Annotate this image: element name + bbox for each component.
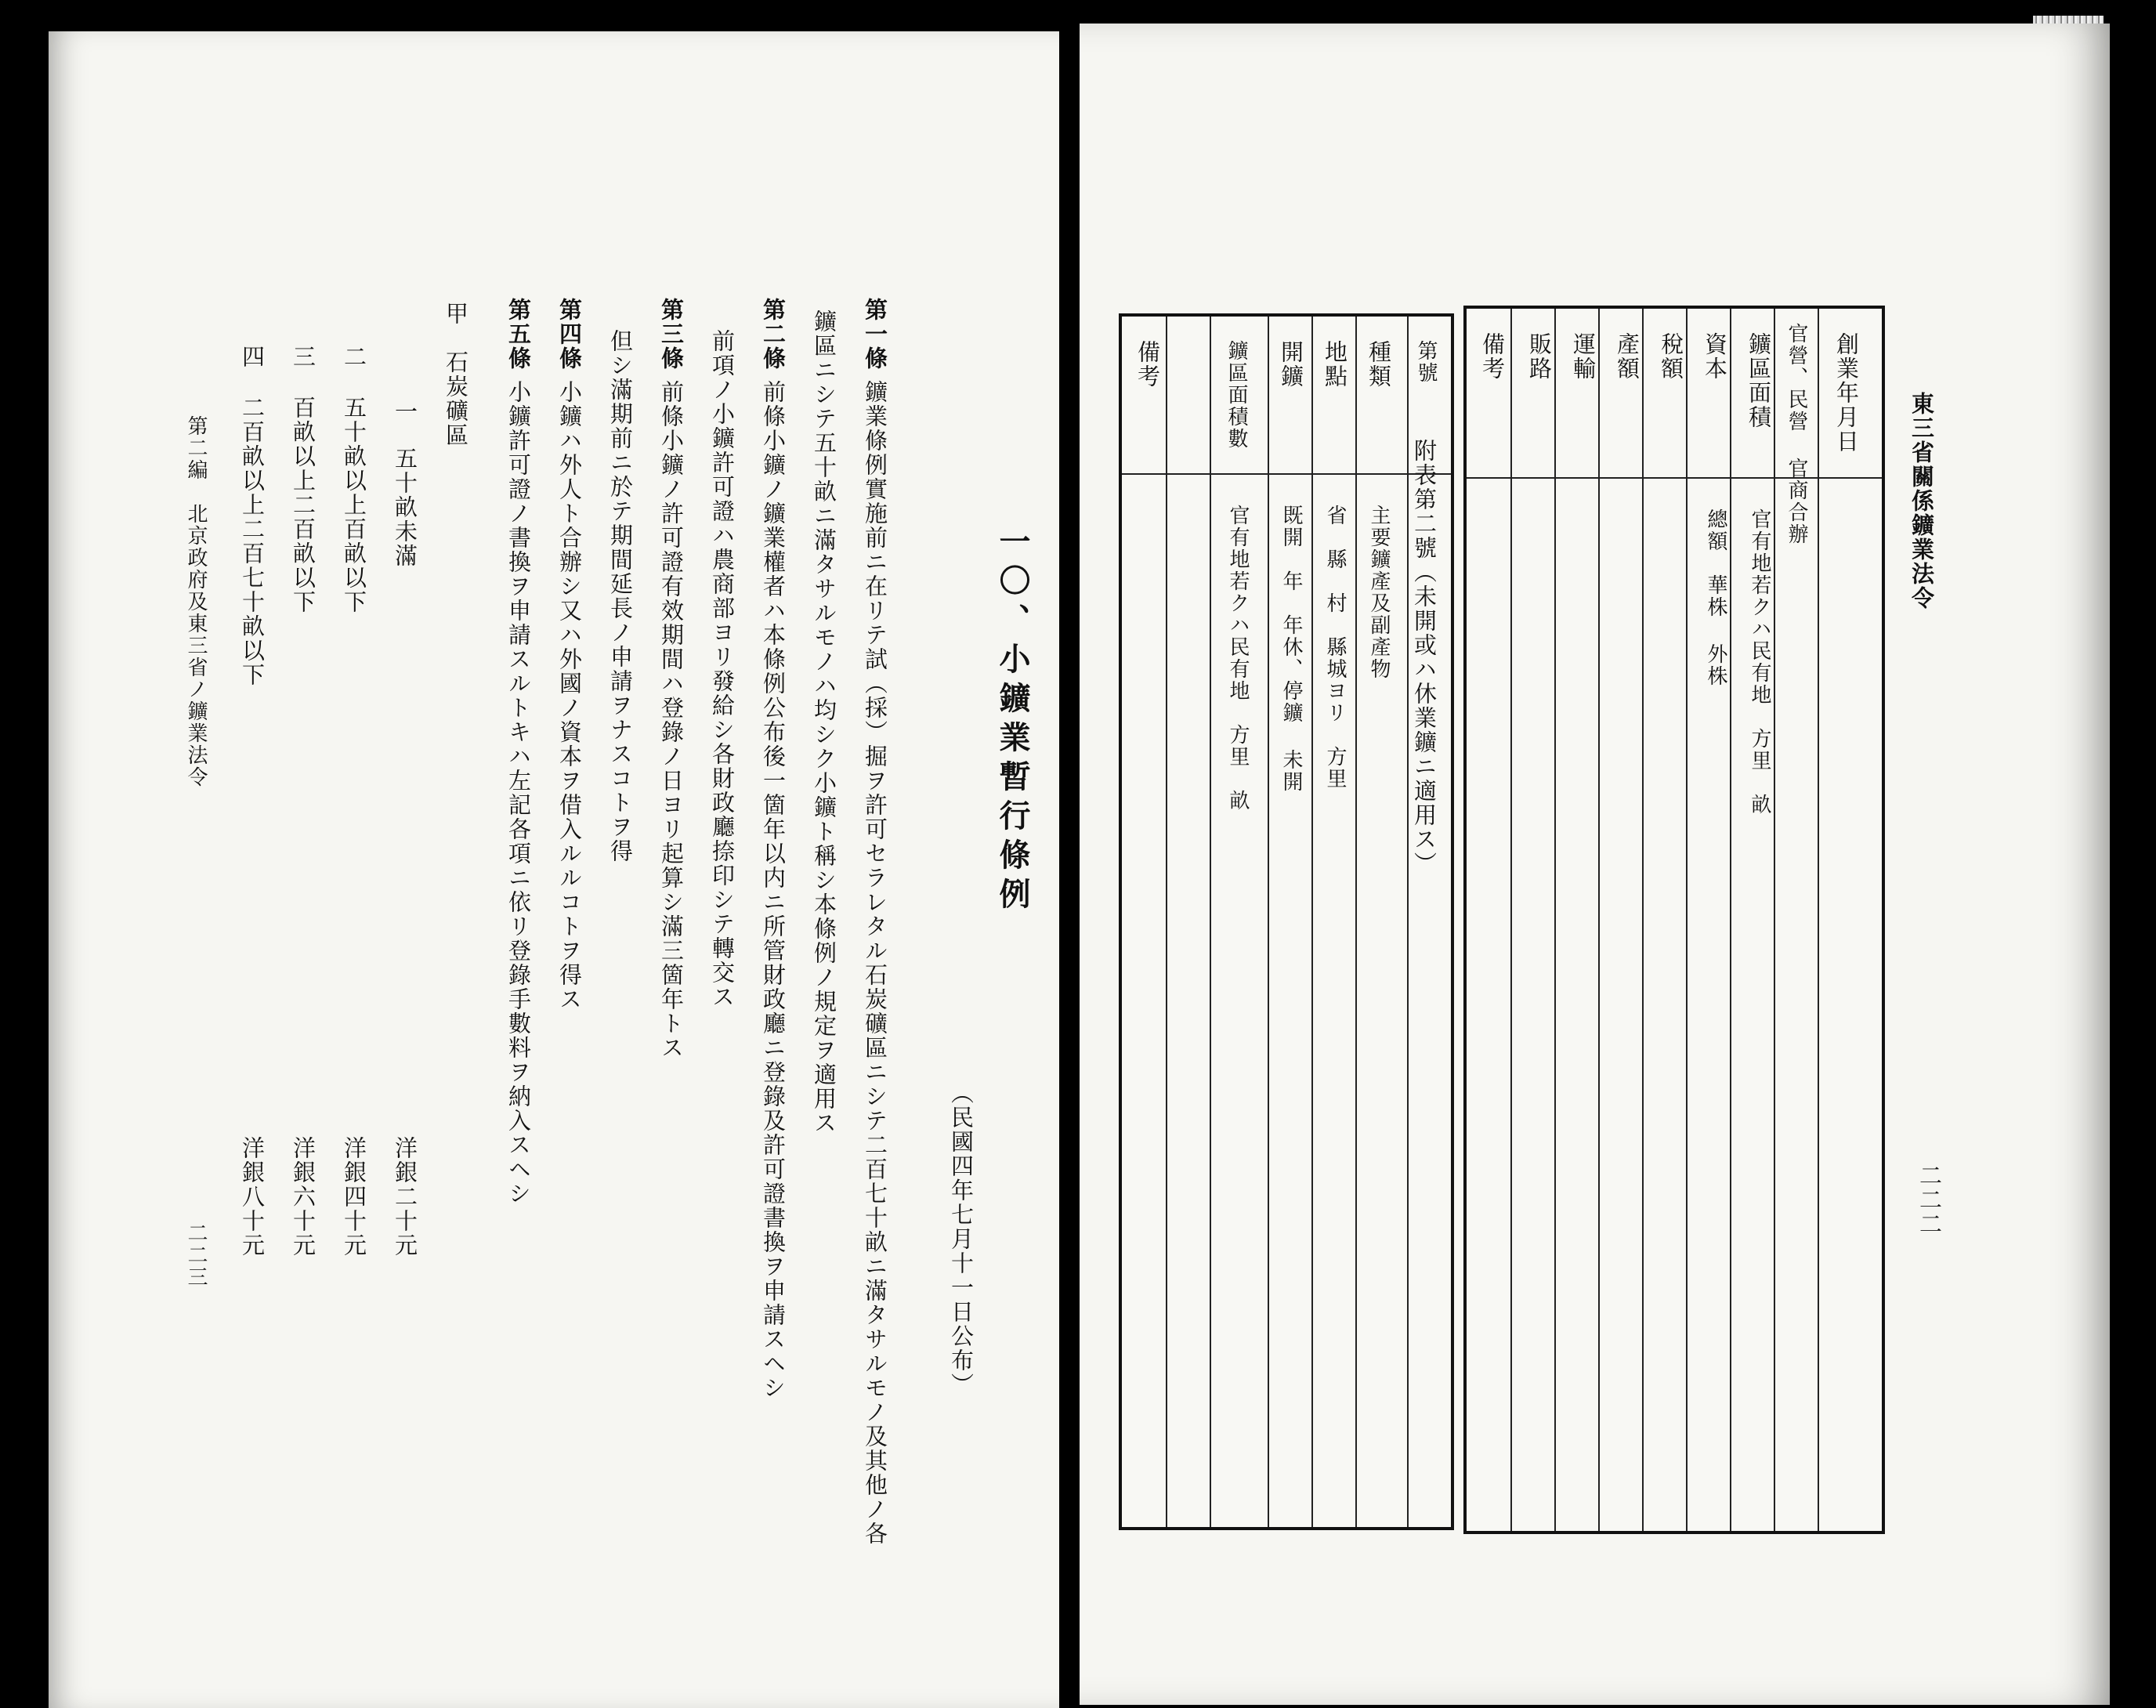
right-page (1080, 24, 2110, 1705)
table-header-cell: 開鑛 (1278, 340, 1304, 389)
fee-item-number: 四 (239, 345, 266, 369)
table-header-cell: 資本 (1702, 332, 1728, 381)
table-column-rule (1407, 317, 1409, 1527)
article-text: 鑛業條例實施前ニ在リテ試（採）掘ヲ許可セラレタル石炭礦區ニシテ二百七十畝ニ滿タサルモノ及其他ノ各 (862, 380, 888, 1546)
page-number: 二二二 (1916, 1163, 1943, 1236)
article-label: 第四條 (556, 298, 583, 371)
promulgation-date: （民國四年七月十一日公布） (948, 1081, 975, 1397)
table-header-cell: 稅額 (1658, 332, 1684, 381)
unopened-mine-table (1119, 313, 1454, 1530)
fee-item-range: 二百畝以上二百七十畝以下 (239, 396, 266, 687)
table-header-cell: 運輸 (1570, 332, 1597, 381)
table-header-divider (1122, 473, 1451, 475)
fee-item-amount: 洋銀六十元 (290, 1136, 317, 1257)
table-caption: 附表第二號（未開或ハ休業鑛ニ適用ス） (1411, 439, 1438, 876)
table-header-cell: 鑛區面積數 (1225, 340, 1248, 450)
table-column-rule (1510, 309, 1512, 1531)
fee-item-range: 百畝以上二百畝以下 (290, 396, 317, 614)
table-column-rule (1355, 317, 1357, 1527)
article-label: 第三條 (658, 298, 685, 371)
table-header-cell: 第號 (1414, 340, 1438, 384)
article-label: 第二條 (760, 298, 787, 371)
fee-item-number: 一 (392, 400, 418, 424)
table-cell: 既開 年 年休、停鑛 未開 (1279, 505, 1303, 793)
fee-item-number: 二 (341, 345, 367, 369)
table-header-cell: 產額 (1614, 332, 1641, 381)
table-column-rule (1598, 309, 1600, 1531)
table-column-rule (1774, 309, 1775, 1531)
article-label: 第一條 (862, 298, 888, 371)
article-label: 第五條 (505, 298, 532, 371)
fee-item-amount: 洋銀四十元 (341, 1136, 367, 1257)
table-cell: 官有地若クハ民有地 方里 畝 (1226, 505, 1250, 812)
fee-item-range: 五十畝以上百畝以下 (341, 396, 367, 614)
article-text: 前項ノ小鑛許可證ハ農商部ヨリ發給シ各財政廳捺印シテ轉交ス (709, 329, 736, 1009)
table-header-divider (1467, 477, 1882, 479)
table-cell: 省 縣 村 縣城ヨリ 方里 (1323, 505, 1347, 790)
table-header-cell: 創業年月日 (1833, 332, 1860, 454)
table-header-cell: 種類 (1366, 340, 1392, 389)
page-footer: 第二編 北京政府及東三省ノ鑛業法令 (184, 415, 208, 788)
fee-item-number: 三 (290, 345, 317, 369)
running-head: 東三省關係鑛業法令 (1908, 392, 1935, 610)
fee-item-range: 五十畝未滿 (392, 447, 418, 568)
table-header-cell: 鑛區面積 (1745, 332, 1772, 429)
article-text: 前條小鑛ノ鑛業權者ハ本條例公布後一箇年以内ニ所管財政廳ニ登錄及許可證書換ヲ申請スヘシ (760, 380, 787, 1400)
table-column-rule (1554, 309, 1556, 1531)
fee-item-amount: 洋銀八十元 (239, 1136, 266, 1257)
table-column-rule (1311, 317, 1313, 1527)
table-cell: 總額 華株 外株 (1704, 508, 1727, 687)
table-header-cell: 官營、民營 官商合辦 (1785, 323, 1808, 545)
table-column-rule (1210, 317, 1211, 1527)
document-title: 一〇、小鑛業暫行條例 (994, 525, 1031, 917)
article-text: 但シ滿期前ニ於テ期間延長ノ申請ヲナスコトヲ得 (607, 329, 634, 863)
article-text: 鑛區ニシテ五十畝ニ滿タサルモノハ均シク小鑛ト稱シ本條例ノ規定ヲ適用ス (811, 309, 837, 1135)
table-header-cell: 地點 (1322, 340, 1348, 389)
article-text: 小鑛ハ外人ト合辦シ又ハ外國ノ資本ヲ借入ルルコトヲ得ス (556, 380, 583, 1011)
section-heading: 甲 石炭礦區 (443, 302, 469, 447)
article-text: 小鑛許可證ノ書換ヲ申請スルトキハ左記各項ニ依リ登錄手數料ヲ納入スヘシ (505, 380, 532, 1206)
table-column-rule (1642, 309, 1644, 1531)
fee-item-amount: 洋銀二十元 (392, 1136, 418, 1257)
table-column-rule (1730, 309, 1731, 1531)
table-cell: 官有地若クハ民有地 方里 畝 (1748, 508, 1771, 816)
table-column-rule (1268, 317, 1269, 1527)
table-column-rule (1818, 309, 1819, 1531)
table-column-rule (1686, 309, 1688, 1531)
page-number: 二二三 (184, 1222, 208, 1288)
article-text: 前條小鑛ノ許可證有效期間ハ登錄ノ日ヨリ起算シ滿三箇年トス (658, 380, 685, 1060)
table-header-cell: 備考 (1479, 332, 1506, 381)
left-page (49, 31, 1059, 1708)
mine-register-table (1463, 306, 1885, 1534)
table-column-rule (1166, 317, 1167, 1527)
table-header-cell: 備考 (1134, 340, 1161, 389)
table-header-cell: 販路 (1526, 332, 1553, 381)
table-cell: 主要鑛產及副產物 (1367, 505, 1391, 680)
